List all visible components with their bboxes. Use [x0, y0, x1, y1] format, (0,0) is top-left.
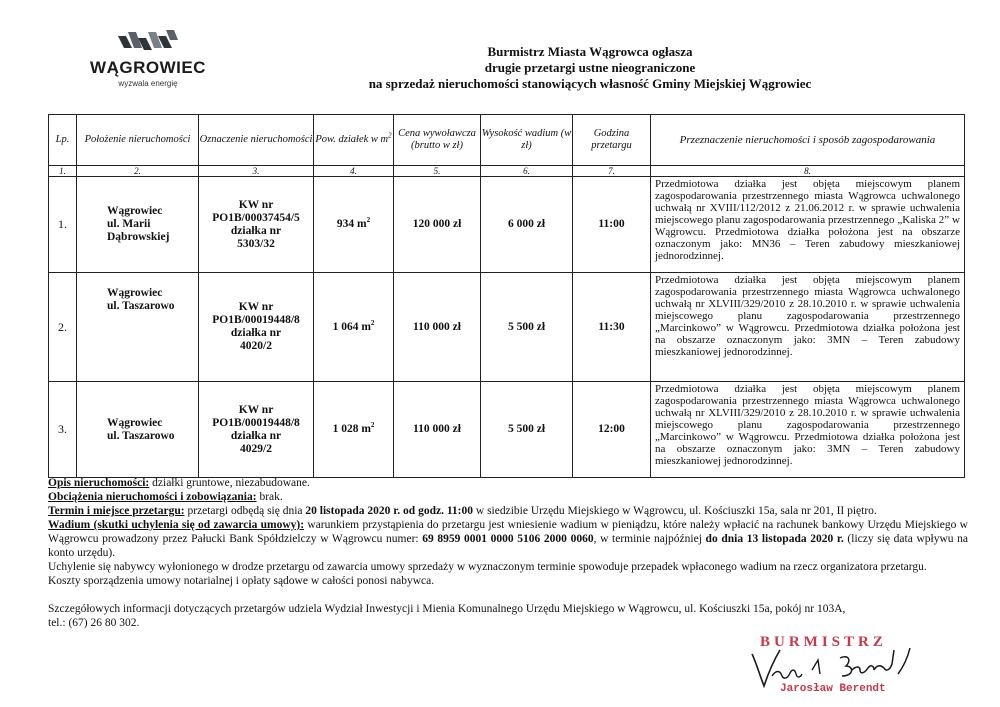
contact-info [48, 602, 968, 630]
col-header-location: Położenie nieruchomości [77, 115, 199, 166]
note-date-place-date: 20 listopada 2020 r. od godz. 11:00 [305, 505, 474, 517]
location-line: Wągrowiec [107, 416, 163, 429]
row-deposit: 5 500 zł [481, 273, 573, 382]
row-location [77, 177, 199, 273]
col-header-area-text: Pow. działek w m [315, 134, 389, 145]
designation-line: działka nr [230, 224, 282, 237]
note-description [48, 476, 968, 490]
location-line: ul. Marii [107, 218, 151, 230]
location-line: ul. Taszarowo [107, 300, 175, 312]
index-cell: 3. [199, 166, 314, 177]
note-deposit-deadline: do dnia 13 listopada 2020 r. [705, 533, 844, 545]
row-deposit: 6 000 zł [481, 177, 573, 273]
note-deposit-text-1: warunkiem przystąpienia do przetargu jest wniesienie wadium w pieniądzu, które należy wpłacić na rachunek bankowy Urzędu Miejskiego w Wągrowcu prowadzony przez Pałucki Bank Spółdzielczy w Wągrowcu numer: [48, 519, 968, 545]
contact-line-1: Szczegółowych informacji dotyczących przetargów udziela Wydział Inwestycji i Mienia Komunalnego Urzędu Miejskiego w Wągrowcu, ul. Kościuszki 15a, pokój nr 103A, [48, 603, 846, 615]
col-header-price: Cena wywoławcza (brutto w zł) [394, 115, 481, 166]
row-price: 120 000 zł [394, 177, 481, 273]
designation-line: 5303/32 [237, 237, 275, 250]
note-date-place-text-1: przetargi odbędą się dnia [184, 505, 306, 517]
row-location [77, 273, 199, 382]
designation-line: 4020/2 [240, 340, 272, 352]
note-deposit-text-2: , w terminie najpóźniej [593, 533, 706, 545]
note-encumbrances [48, 490, 968, 504]
row-designation [199, 177, 314, 273]
row-hour: 12:00 [573, 382, 651, 478]
row-deposit: 5 500 zł [481, 382, 573, 478]
table-index-row [49, 166, 965, 177]
table-row [49, 382, 965, 478]
area-sup: 2 [370, 318, 375, 327]
row-price: 110 000 zł [394, 382, 481, 478]
row-designation [199, 382, 314, 478]
note-deposit-text-3: (liczy się data wpływu na konto urzędu). [48, 533, 969, 559]
header-line-2: drugie przetargi ustne nieograniczone [484, 60, 696, 75]
row-hour: 11:30 [573, 273, 651, 382]
logo-name: WĄGROWIEC [90, 58, 206, 77]
designation-line: 4029/2 [240, 442, 272, 455]
area-sup: 2 [370, 421, 375, 430]
announcement-header [330, 44, 850, 92]
row-area [314, 177, 394, 273]
note-deposit [48, 518, 968, 560]
header-line-1: Burmistrz Miasta Wągrowca ogłasza [487, 44, 693, 59]
note-costs: Koszty sporządzenia umowy notarialnej i opłaty sądowe w całości ponosi nabywca. [48, 575, 435, 587]
logo-tagline: wyzwala energię [118, 79, 178, 88]
designation-line: PO1B/00019448/8 [212, 416, 300, 429]
col-header-purpose: Przeznaczenie nieruchomości i sposób zagospodarowania [651, 115, 965, 166]
area-value: 934 m [336, 218, 367, 230]
index-cell: 2. [77, 166, 199, 177]
index-cell: 8. [651, 166, 965, 177]
note-withdrawal: Uchylenie się nabywcy wyłonionego w drodze przetargu od zawarcia umowy sprzedaży w wyznaczonym terminie spowoduje przepadek wpłaconego wadium na rzecz organizatora przetargu. [48, 561, 927, 573]
designation-line: KW nr [238, 198, 274, 211]
row-purpose: Przedmiotowa działka jest objęta miejscowym planem zagospodarowania przestrzennego miasta Wągrowca uchwalonego uchwałą nr XLVIII/329/2010 z 28.10.2010 r. w sprawie uchwalenia miejscowego planu zagospodarowania przestrzennego „Marcinkowo” w Wągrowcu. Przedmiotowa działka położona jest na obszarze oznaczonym jako: 3MN – Teren zabudowy mieszkaniowej jednorodzinnej. [651, 273, 965, 382]
note-date-place-text-2: w siedzibie Urzędu Miejskiego w Wągrowcu, ul. Kościuszki 15a, sala nr 201, II piętro. [473, 505, 877, 517]
row-lp: 3. [49, 382, 77, 478]
designation-line: działka nr [230, 327, 282, 339]
designation-line: PO1B/00037454/5 [212, 211, 300, 224]
location-line: Dąbrowskiej [107, 231, 170, 243]
col-header-lp: Lp. [49, 115, 77, 166]
location-line: Wągrowiec [107, 287, 163, 299]
logo-wave-icon [116, 28, 180, 56]
index-cell: 5. [394, 166, 481, 177]
row-area [314, 382, 394, 478]
note-deposit-account: 69 8959 0001 0000 5106 2000 0060 [422, 533, 594, 545]
table-row [49, 273, 965, 382]
col-header-hour: Godzina przetargu [573, 115, 651, 166]
designation-line: KW nr [238, 403, 274, 416]
note-encumbrances-label: Obciążenia nieruchomości i zobowiązania: [48, 491, 257, 503]
stamp-title: BURMISTRZ [760, 634, 887, 650]
header-line-3: na sprzedaż nieruchomości stanowiących własność Gminy Miejskiej Wągrowiec [368, 76, 812, 91]
row-price: 110 000 zł [394, 273, 481, 382]
index-cell: 6. [481, 166, 573, 177]
city-logo [88, 28, 208, 88]
note-encumbrances-text: brak. [256, 491, 283, 503]
note-date-place-label: Termin i miejsce przetargu: [48, 505, 185, 517]
auction-table [48, 114, 965, 478]
designation-line: działka nr [230, 429, 282, 442]
note-date-place [48, 504, 968, 518]
designation-line: PO1B/00019448/8 [212, 314, 300, 326]
row-purpose: Przedmiotowa działka jest objęta miejscowym planem zagospodarowania przestrzennego miasta Wągrowca uchwalonego uchwałą nr XVIII/112/2012 z 21.06.2012 r. w sprawie uchwalenia miejscowego planu zagospodarowania przestrzennego „Kaliska 2” w Wągrowcu. Przedmiotowa działka położona jest na obszarze oznaczonym jako: MN36 – Teren zabudowy mieszkaniowej jednorodzinnej. [651, 177, 965, 273]
col-header-designation: Oznaczenie nieruchomości [199, 115, 314, 166]
row-lp: 2. [49, 273, 77, 382]
col-header-area [314, 115, 394, 166]
contact-line-2: tel.: (67) 26 80 302. [48, 617, 140, 629]
col-header-area-sup: 2 [388, 131, 392, 140]
note-description-label: Opis nieruchomości: [48, 477, 150, 489]
note-description-text: działki gruntowe, niezabudowane. [149, 477, 310, 489]
location-line: Wągrowiec [107, 205, 163, 217]
col-header-deposit: Wysokość wadium (w zł) [481, 115, 573, 166]
location-line: ul. Taszarowo [107, 429, 175, 442]
row-lp: 1. [49, 177, 77, 273]
stamp-name: Jarosław Berendt [780, 683, 886, 695]
row-location [77, 382, 199, 478]
index-cell: 4. [314, 166, 394, 177]
row-purpose: Przedmiotowa działka jest objęta miejscowym planem zagospodarowania przestrzennego miasta Wągrowca uchwalonego uchwałą nr XLVIII/329/2010 z 28.10.2010 r. w sprawie uchwalenia miejscowego planu zagospodarowania przestrzennego „Marcinkowo” w Wągrowcu. Przedmiotowa działka położona jest na obszarze oznaczonym jako: 3MN – Teren zabudowy mieszkaniowej jednorodzinnej. [651, 382, 965, 478]
row-hour: 11:00 [573, 177, 651, 273]
designation-line: KW nr [238, 301, 274, 313]
area-value: 1 064 m [332, 320, 371, 333]
table-row [49, 177, 965, 273]
index-cell: 7. [573, 166, 651, 177]
area-value: 1 028 m [332, 423, 371, 435]
table-header-row [49, 115, 965, 166]
note-deposit-label: Wadium (skutki uchylenia się od zawarcia umowy): [48, 519, 305, 531]
area-sup: 2 [366, 216, 371, 225]
row-designation [199, 273, 314, 382]
index-cell: 1. [49, 166, 77, 177]
row-area [314, 273, 394, 382]
auction-notes [48, 476, 968, 588]
